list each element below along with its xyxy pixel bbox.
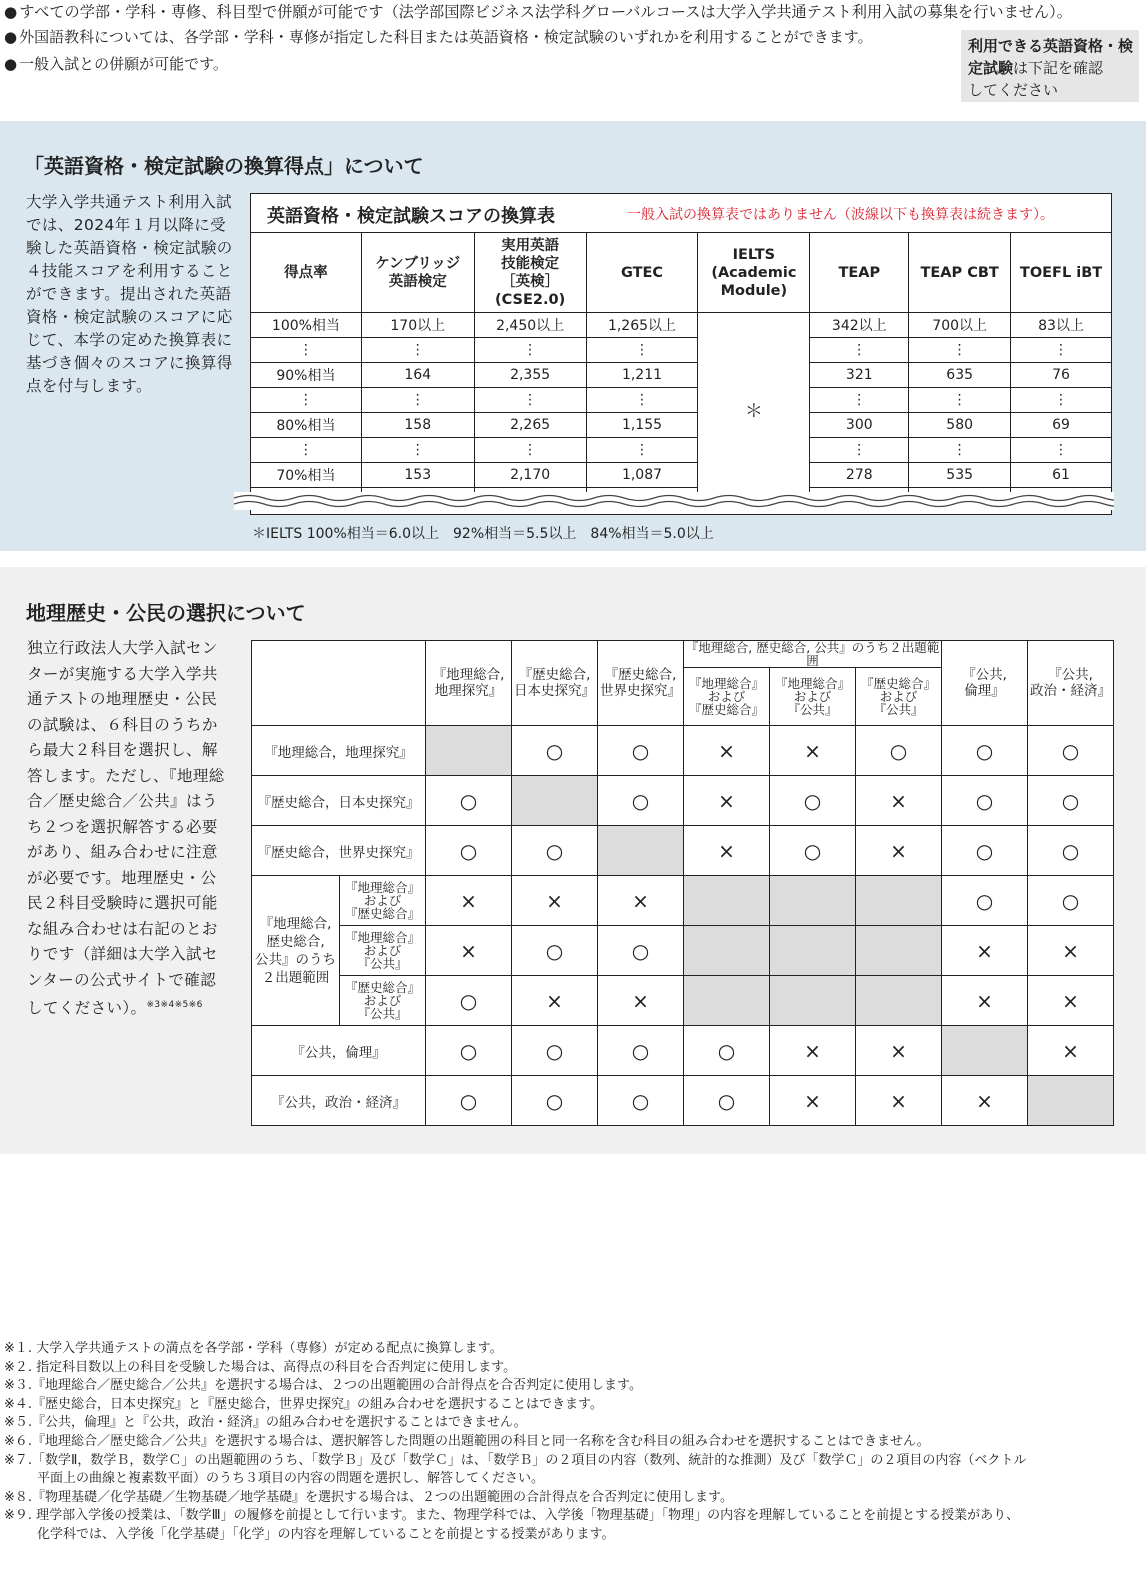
score-col-header-3: GTEC xyxy=(586,233,698,313)
combo-cell-na xyxy=(684,926,770,976)
combo-cell: ○ xyxy=(598,1076,684,1126)
score-cell: 700以上 xyxy=(909,313,1011,338)
combo-col-header-0: 『地理総合, 地理探究』 xyxy=(426,641,512,726)
combo-cell-na xyxy=(856,976,942,1026)
score-cell: ⋮ xyxy=(909,438,1011,463)
score-cell: ⋮ xyxy=(474,438,586,463)
score-row-2 xyxy=(251,363,1112,388)
combo-cell: × xyxy=(856,1076,942,1126)
score-cell: 300 xyxy=(810,413,909,438)
combo-col-header-2: 『歴史総合, 世界史探究』 xyxy=(598,641,684,726)
combo-row-label: 『地理総合』 および 『公共』 xyxy=(340,926,426,976)
combo-row-0 xyxy=(252,726,1114,776)
score-cell: 158 xyxy=(361,413,474,438)
footnote-0: ※１. 大学入学共通テストの満点を各学部・学科（専修）が定める配点に換算します。 xyxy=(4,1341,503,1356)
score-cell: ⋮ xyxy=(909,388,1011,413)
footnote-3: ※４.『歴史総合，日本史探究』と『歴史総合，世界史探究』の組み合わせを選択することはできます。 xyxy=(4,1396,603,1412)
combo-cell: ○ xyxy=(512,826,598,876)
combo-cell: ○ xyxy=(426,826,512,876)
geo-intro xyxy=(27,636,231,1022)
combo-cell: ○ xyxy=(512,1076,598,1126)
score-cell: ⋮ xyxy=(474,388,586,413)
score-cell: 2,265 xyxy=(474,413,586,438)
combo-cell: ○ xyxy=(770,826,856,876)
combo-corner xyxy=(252,641,426,726)
combo-cell-na xyxy=(770,876,856,926)
combo-cell: × xyxy=(1028,1026,1114,1076)
combo-row-label: 『公共，政治・経済』 xyxy=(252,1076,426,1126)
combo-cell: ○ xyxy=(942,776,1028,826)
combo-cell-na xyxy=(1028,1076,1114,1126)
combo-cell-na xyxy=(770,926,856,976)
combo-cell: × xyxy=(942,976,1028,1026)
combo-cell-na xyxy=(512,776,598,826)
footnotes xyxy=(4,1340,1026,1545)
combo-row-label: 『地理総合』 および 『歴史総合』 xyxy=(340,876,426,926)
score-cell: ⋮ xyxy=(251,388,362,413)
score-cell: ⋮ xyxy=(586,338,698,363)
combo-cell: × xyxy=(942,1076,1028,1126)
combo-cell: × xyxy=(770,726,856,776)
combo-col-header-1: 『歴史総合, 日本史探究』 xyxy=(512,641,598,726)
combo-row-5 xyxy=(252,976,1114,1026)
combo-cell-na xyxy=(856,876,942,926)
footnote-10: 化学科では、入学後「化学基礎」「化学」の内容を理解していることを前提とする授業があります。 xyxy=(37,1526,615,1542)
combo-cell: × xyxy=(512,876,598,926)
combo-row-label: 『歴史総合，世界史探究』 xyxy=(252,826,426,876)
combo-cell: ○ xyxy=(512,926,598,976)
english-heading: 「英語資格・検定試験の換算得点」について xyxy=(24,154,424,178)
footnote-4: ※５.『公共，倫理』と『公共，政治・経済』の組み合わせを選択することはできません。 xyxy=(4,1415,527,1431)
score-col-header-7: TOEFL iBT xyxy=(1011,233,1112,313)
combo-cell-na xyxy=(856,926,942,976)
score-row-0 xyxy=(251,313,1112,338)
score-cell: 1,211 xyxy=(586,363,698,388)
combo-col-header-5: 『歴史総合』 および 『公共』 xyxy=(856,668,942,726)
score-cell: ⋮ xyxy=(474,338,586,363)
combo-row-4 xyxy=(252,926,1114,976)
score-cell: 342以上 xyxy=(810,313,909,338)
score-cell: 69 xyxy=(1011,413,1112,438)
combo-cell-na xyxy=(684,876,770,926)
combo-cell: ○ xyxy=(856,726,942,776)
combo-col-header-3: 『地理総合』 および 『歴史総合』 xyxy=(684,668,770,726)
score-table-box xyxy=(250,193,1112,515)
combo-cell-na xyxy=(770,976,856,1026)
combo-cell: ○ xyxy=(598,726,684,776)
wavy-line-divider xyxy=(234,492,1114,510)
score-row-5 xyxy=(251,438,1112,463)
combo-cell: ○ xyxy=(1028,776,1114,826)
score-col-header-0: 得点率 xyxy=(251,233,362,313)
combo-cell: ○ xyxy=(770,776,856,826)
note-box-rest2: してください xyxy=(968,81,1059,99)
combo-group-row-label: 『地理総合, 歴史総合, 公共』のうち ２出題範囲 xyxy=(252,876,340,1026)
score-cell: 153 xyxy=(361,463,474,488)
combo-cell: ○ xyxy=(426,1076,512,1126)
english-intro: 大学入学共通テスト利用入試では、2024年１月以降に受験した英語資格・検定試験の４技能スコアを利用することができます。提出された英語資格・検定試験のスコアに応じて、本学の定めた換算表に基づき個々のスコアに換算得点を付与します。 xyxy=(26,193,233,395)
bullet-general-exam: ● 一般入試との併願が可能です。 xyxy=(4,53,228,75)
score-row-3 xyxy=(251,388,1112,413)
footnote-2: ※３.『地理総合／歴史総合／公共』を選択する場合は、２つの出題範囲の合計得点を合否判定に使用します。 xyxy=(4,1378,642,1394)
combo-cell: × xyxy=(426,926,512,976)
score-cell: ⋮ xyxy=(361,388,474,413)
geo-intro-text: 独立行政法人大学入試センターが実施する大学入学共通テストの地理歴史・公民の試験は、６科目のうちから最大２科目を選択し、解答します。ただし、『地理総合／歴史総合／公共』はうち２つを選択解答する必要があり、組み合わせに注意が必要です。地理歴史・公民２科目受験時に選択可能な組み合わせは右記のとおりです（詳細は大学入試センターの公式サイトで確認してください）。 xyxy=(27,639,225,1018)
score-cell: ⋮ xyxy=(810,438,909,463)
combo-cell: × xyxy=(942,926,1028,976)
combo-cell: ○ xyxy=(1028,826,1114,876)
combo-cell: × xyxy=(684,726,770,776)
score-table-title: 英語資格・検定試験スコアの換算表 xyxy=(267,206,555,227)
combo-cell: × xyxy=(512,976,598,1026)
score-cell: 635 xyxy=(909,363,1011,388)
combo-cell: × xyxy=(856,1026,942,1076)
footnote-9: ※９. 理学部入学後の授業は、「数学Ⅲ」の履修を前提として行います。また、物理学科では、入学後「物理基礎」「物理」の内容を理解していることを前提とする授業があり、 xyxy=(4,1508,1020,1524)
footnote-5: ※６.『地理総合／歴史総合／公共』を選択する場合は、選択解答した問題の出題範囲の科目と同一名称を含む科目の組み合わせを選択することはできません。 xyxy=(4,1433,930,1449)
combo-row-7 xyxy=(252,1076,1114,1126)
score-cell: ⋮ xyxy=(586,438,698,463)
combo-cell: ○ xyxy=(684,1076,770,1126)
combo-cell: ○ xyxy=(512,1026,598,1076)
score-cell: 2,450以上 xyxy=(474,313,586,338)
combo-cell: ○ xyxy=(426,776,512,826)
score-cell: ⋮ xyxy=(1011,338,1112,363)
score-cell: ⋮ xyxy=(361,438,474,463)
score-cell: ⋮ xyxy=(361,338,474,363)
combo-cell: ○ xyxy=(942,876,1028,926)
score-cell: ⋮ xyxy=(810,338,909,363)
combo-header-row-1 xyxy=(252,641,1114,668)
score-cell: 61 xyxy=(1011,463,1112,488)
combo-cell: × xyxy=(856,826,942,876)
score-col-header-4: IELTS (Academic Module) xyxy=(698,233,810,313)
combo-cell: × xyxy=(426,876,512,926)
combo-cell-na xyxy=(426,726,512,776)
combo-cell: ○ xyxy=(598,926,684,976)
combo-cell: ○ xyxy=(598,1026,684,1076)
note-box xyxy=(961,30,1139,102)
score-cell: 580 xyxy=(909,413,1011,438)
score-cell: ⋮ xyxy=(251,338,362,363)
combo-row-2 xyxy=(252,826,1114,876)
score-cell: 278 xyxy=(810,463,909,488)
score-cell: 100%相当 xyxy=(251,313,362,338)
combo-cell: × xyxy=(598,876,684,926)
geo-heading: 地理歴史・公民の選択について xyxy=(26,601,306,625)
score-table-header xyxy=(251,233,1112,313)
note-box-bold: 利用できる英語資格・検定試験 xyxy=(968,37,1134,77)
combo-cell: ○ xyxy=(1028,726,1114,776)
combo-cell: ○ xyxy=(942,826,1028,876)
score-cell: ⋮ xyxy=(1011,388,1112,413)
combo-cell: × xyxy=(770,1026,856,1076)
combo-cell: ○ xyxy=(684,1026,770,1076)
score-cell: ⋮ xyxy=(586,388,698,413)
combo-row-3 xyxy=(252,876,1114,926)
combo-row-6 xyxy=(252,1026,1114,1076)
score-row-6 xyxy=(251,463,1112,488)
combo-col-header-4: 『地理総合』 および 『公共』 xyxy=(770,668,856,726)
combo-cell: × xyxy=(684,826,770,876)
combo-row-label: 『公共，倫理』 xyxy=(252,1026,426,1076)
combo-cell: × xyxy=(598,976,684,1026)
score-col-header-6: TEAP CBT xyxy=(909,233,1011,313)
ielts-cell: ＊ xyxy=(698,313,810,508)
score-cell: 76 xyxy=(1011,363,1112,388)
combo-cell: ○ xyxy=(598,776,684,826)
score-cell: 321 xyxy=(810,363,909,388)
combo-cell: ○ xyxy=(426,976,512,1026)
combo-group-header: 『地理総合, 歴史総合, 公共』のうち２出題範囲 xyxy=(684,641,942,668)
score-cell: 2,355 xyxy=(474,363,586,388)
combo-cell-na xyxy=(598,826,684,876)
score-cell: 80%相当 xyxy=(251,413,362,438)
combo-cell: × xyxy=(856,776,942,826)
score-cell: 90%相当 xyxy=(251,363,362,388)
score-cell: 1,155 xyxy=(586,413,698,438)
combo-col-header-7: 『公共, 政治・経済』 xyxy=(1028,641,1114,726)
score-table-body xyxy=(251,313,1112,508)
score-cell: 1,087 xyxy=(586,463,698,488)
combo-cell: × xyxy=(1028,926,1114,976)
combo-col-header-6: 『公共, 倫理』 xyxy=(942,641,1028,726)
combo-row-label: 『歴史総合，日本史探究』 xyxy=(252,776,426,826)
combo-cell: ○ xyxy=(1028,876,1114,926)
score-cell: ⋮ xyxy=(810,388,909,413)
score-cell: 164 xyxy=(361,363,474,388)
score-cell: 70%相当 xyxy=(251,463,362,488)
score-cell: 535 xyxy=(909,463,1011,488)
score-cell: 1,265以上 xyxy=(586,313,698,338)
geo-intro-sup: ※3※4※5※6 xyxy=(146,1000,203,1010)
score-col-header-2: 実用英語 技能検定 ［英検］ (CSE2.0) xyxy=(474,233,586,313)
score-cell: 2,170 xyxy=(474,463,586,488)
score-col-header-1: ケンブリッジ 英語検定 xyxy=(361,233,474,313)
score-table-warning: 一般入試の換算表ではありません（波線以下も換算表は続きます）。 xyxy=(627,207,1054,223)
combo-row-1 xyxy=(252,776,1114,826)
combo-cell: × xyxy=(770,1076,856,1126)
footnote-7: 平面上の曲線と複素数平面）のうち３項目の内容の問題を選択し、解答してください。 xyxy=(37,1471,545,1487)
combo-cell: × xyxy=(684,776,770,826)
combo-cell-na xyxy=(684,976,770,1026)
score-row-4 xyxy=(251,413,1112,438)
combo-row-label: 『歴史総合』 および 『公共』 xyxy=(340,976,426,1026)
combo-row-label: 『地理総合，地理探究』 xyxy=(252,726,426,776)
note-box-rest1: は下記を確認 xyxy=(1013,59,1104,77)
bullet-foreign-language: ● 外国語教科については、各学部・学科・専修が指定した科目または英語資格・検定試験のいずれかを利用することができます。 xyxy=(4,26,873,48)
score-cell: 170以上 xyxy=(361,313,474,338)
score-row-1 xyxy=(251,338,1112,363)
score-table xyxy=(250,232,1112,508)
bullet-combined-application: ● すべての学部・学科・専修、科目型で併願が可能です（法学部国際ビジネス法学科グローバルコースは大学入学共通テスト利用入試の募集を行いません）。 xyxy=(4,1,1072,23)
combo-cell: ○ xyxy=(512,726,598,776)
score-cell: ⋮ xyxy=(1011,438,1112,463)
combo-cell: ○ xyxy=(426,1026,512,1076)
combo-cell: × xyxy=(1028,976,1114,1026)
footnote-6: ※７.「数学Ⅱ，数学Ｂ，数学Ｃ」の出題範囲のうち、「数学Ｂ」及び「数学Ｃ」は、「数学Ｂ」の２項目の内容（数列、統計的な推測）及び「数学Ｃ」の２項目の内容（ベクトル xyxy=(4,1452,1027,1468)
score-cell: ⋮ xyxy=(251,438,362,463)
combo-cell: ○ xyxy=(942,726,1028,776)
combination-table xyxy=(251,640,1114,1126)
score-cell: 83以上 xyxy=(1011,313,1112,338)
footnote-1: ※２. 指定科目数以上の科目を受験した場合は、高得点の科目を合否判定に使用します。 xyxy=(4,1359,517,1375)
combo-cell-na xyxy=(942,1026,1028,1076)
score-col-header-5: TEAP xyxy=(810,233,909,313)
ielts-note: ＊IELTS 100%相当＝6.0以上 92%相当＝5.5以上 84%相当＝5.0以上 xyxy=(252,526,714,542)
footnote-8: ※８.『物理基礎／化学基礎／生物基礎／地学基礎』を選択する場合は、２つの出題範囲の合計得点を合否判定に使用します。 xyxy=(4,1489,733,1505)
score-cell: ⋮ xyxy=(909,338,1011,363)
